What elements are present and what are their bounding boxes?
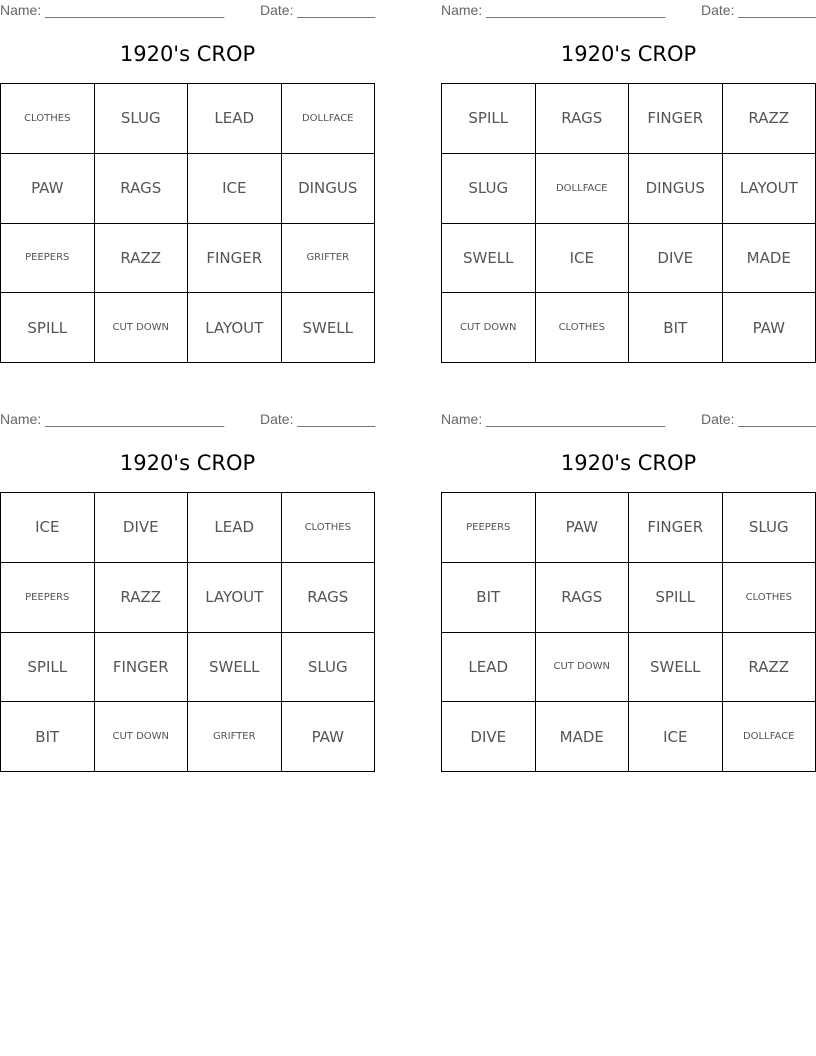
bingo-cell[interactable]: FINGER [629,493,723,563]
bingo-cell[interactable]: DOLLFACE [536,154,630,224]
bingo-cell[interactable]: LEAD [188,84,282,154]
bingo-cell[interactable]: SPILL [442,84,536,154]
bingo-cell[interactable]: PAW [1,154,95,224]
bingo-cell[interactable]: ICE [536,224,630,294]
bingo-cell[interactable]: CUT DOWN [536,633,630,703]
bingo-cell[interactable]: LAYOUT [188,563,282,633]
bingo-cell[interactable]: RAGS [282,563,376,633]
date-field[interactable]: Date: __________ [701,2,816,18]
name-field[interactable]: Name: _______________________ [441,411,666,427]
bingo-cell[interactable]: RAGS [95,154,189,224]
bingo-cell[interactable]: RAZZ [723,633,816,703]
bingo-cell[interactable]: RAZZ [723,84,816,154]
bingo-cell[interactable]: SLUG [95,84,189,154]
bingo-cell[interactable]: DINGUS [282,154,376,224]
bingo-cell[interactable]: SWELL [629,633,723,703]
bingo-cell[interactable]: SWELL [282,293,376,363]
bingo-card-4 [441,409,816,779]
bingo-cell[interactable]: MADE [536,702,630,772]
bingo-cell[interactable]: BIT [629,293,723,363]
bingo-cell[interactable]: SPILL [629,563,723,633]
bingo-card-2 [441,0,816,370]
bingo-cell[interactable]: PAW [536,493,630,563]
bingo-cell[interactable]: LAYOUT [723,154,816,224]
bingo-card-1 [0,0,375,370]
bingo-grid [441,492,816,772]
date-field[interactable]: Date: __________ [701,411,816,427]
bingo-cell[interactable]: DIVE [442,702,536,772]
bingo-cell[interactable]: CLOTHES [282,493,376,563]
bingo-cell[interactable]: DOLLFACE [723,702,816,772]
bingo-cell[interactable]: PAW [723,293,816,363]
bingo-cell[interactable]: CUT DOWN [95,293,189,363]
bingo-cell[interactable]: RAGS [536,563,630,633]
bingo-cell[interactable]: SWELL [442,224,536,294]
bingo-cell[interactable]: LAYOUT [188,293,282,363]
bingo-cell[interactable]: PEEPERS [1,224,95,294]
bingo-cell[interactable]: SPILL [1,293,95,363]
bingo-cell[interactable]: ICE [629,702,723,772]
bingo-cell[interactable]: CLOTHES [536,293,630,363]
bingo-cell[interactable]: MADE [723,224,816,294]
bingo-cell[interactable]: SLUG [442,154,536,224]
bingo-cell[interactable]: RAZZ [95,563,189,633]
bingo-cell[interactable]: PEEPERS [1,563,95,633]
bingo-cell[interactable]: DIVE [95,493,189,563]
bingo-cell[interactable]: SLUG [723,493,816,563]
bingo-cell[interactable]: ICE [188,154,282,224]
bingo-cell[interactable]: ICE [1,493,95,563]
bingo-cell[interactable]: GRIFTER [188,702,282,772]
bingo-cell[interactable]: DOLLFACE [282,84,376,154]
bingo-cell[interactable]: PAW [282,702,376,772]
name-field[interactable]: Name: _______________________ [0,2,225,18]
bingo-grid [0,83,375,363]
bingo-cell[interactable]: CUT DOWN [442,293,536,363]
name-field[interactable]: Name: _______________________ [441,2,666,18]
bingo-grid [441,83,816,363]
date-field[interactable]: Date: __________ [260,2,376,18]
bingo-cell[interactable]: SPILL [1,633,95,703]
bingo-cell[interactable]: CLOTHES [723,563,816,633]
bingo-cell[interactable]: FINGER [95,633,189,703]
date-field[interactable]: Date: __________ [260,411,376,427]
bingo-cell[interactable]: BIT [1,702,95,772]
card-title: 1920's CROP [560,42,697,66]
bingo-cell[interactable]: SWELL [188,633,282,703]
bingo-cell[interactable]: CUT DOWN [95,702,189,772]
bingo-cell[interactable]: DIVE [629,224,723,294]
bingo-cell[interactable]: BIT [442,563,536,633]
bingo-cell[interactable]: CLOTHES [1,84,95,154]
bingo-card-3 [0,409,375,779]
card-title: 1920's CROP [560,451,697,475]
bingo-grid [0,492,375,772]
card-title: 1920's CROP [119,451,256,475]
card-title: 1920's CROP [119,42,256,66]
bingo-cell[interactable]: RAGS [536,84,630,154]
bingo-cell[interactable]: LEAD [442,633,536,703]
bingo-cell[interactable]: FINGER [188,224,282,294]
name-field[interactable]: Name: _______________________ [0,411,225,427]
bingo-cell[interactable]: LEAD [188,493,282,563]
bingo-cell[interactable]: GRIFTER [282,224,376,294]
bingo-cell[interactable]: DINGUS [629,154,723,224]
bingo-cell[interactable]: PEEPERS [442,493,536,563]
bingo-cell[interactable]: RAZZ [95,224,189,294]
bingo-cell[interactable]: FINGER [629,84,723,154]
bingo-cell[interactable]: SLUG [282,633,376,703]
